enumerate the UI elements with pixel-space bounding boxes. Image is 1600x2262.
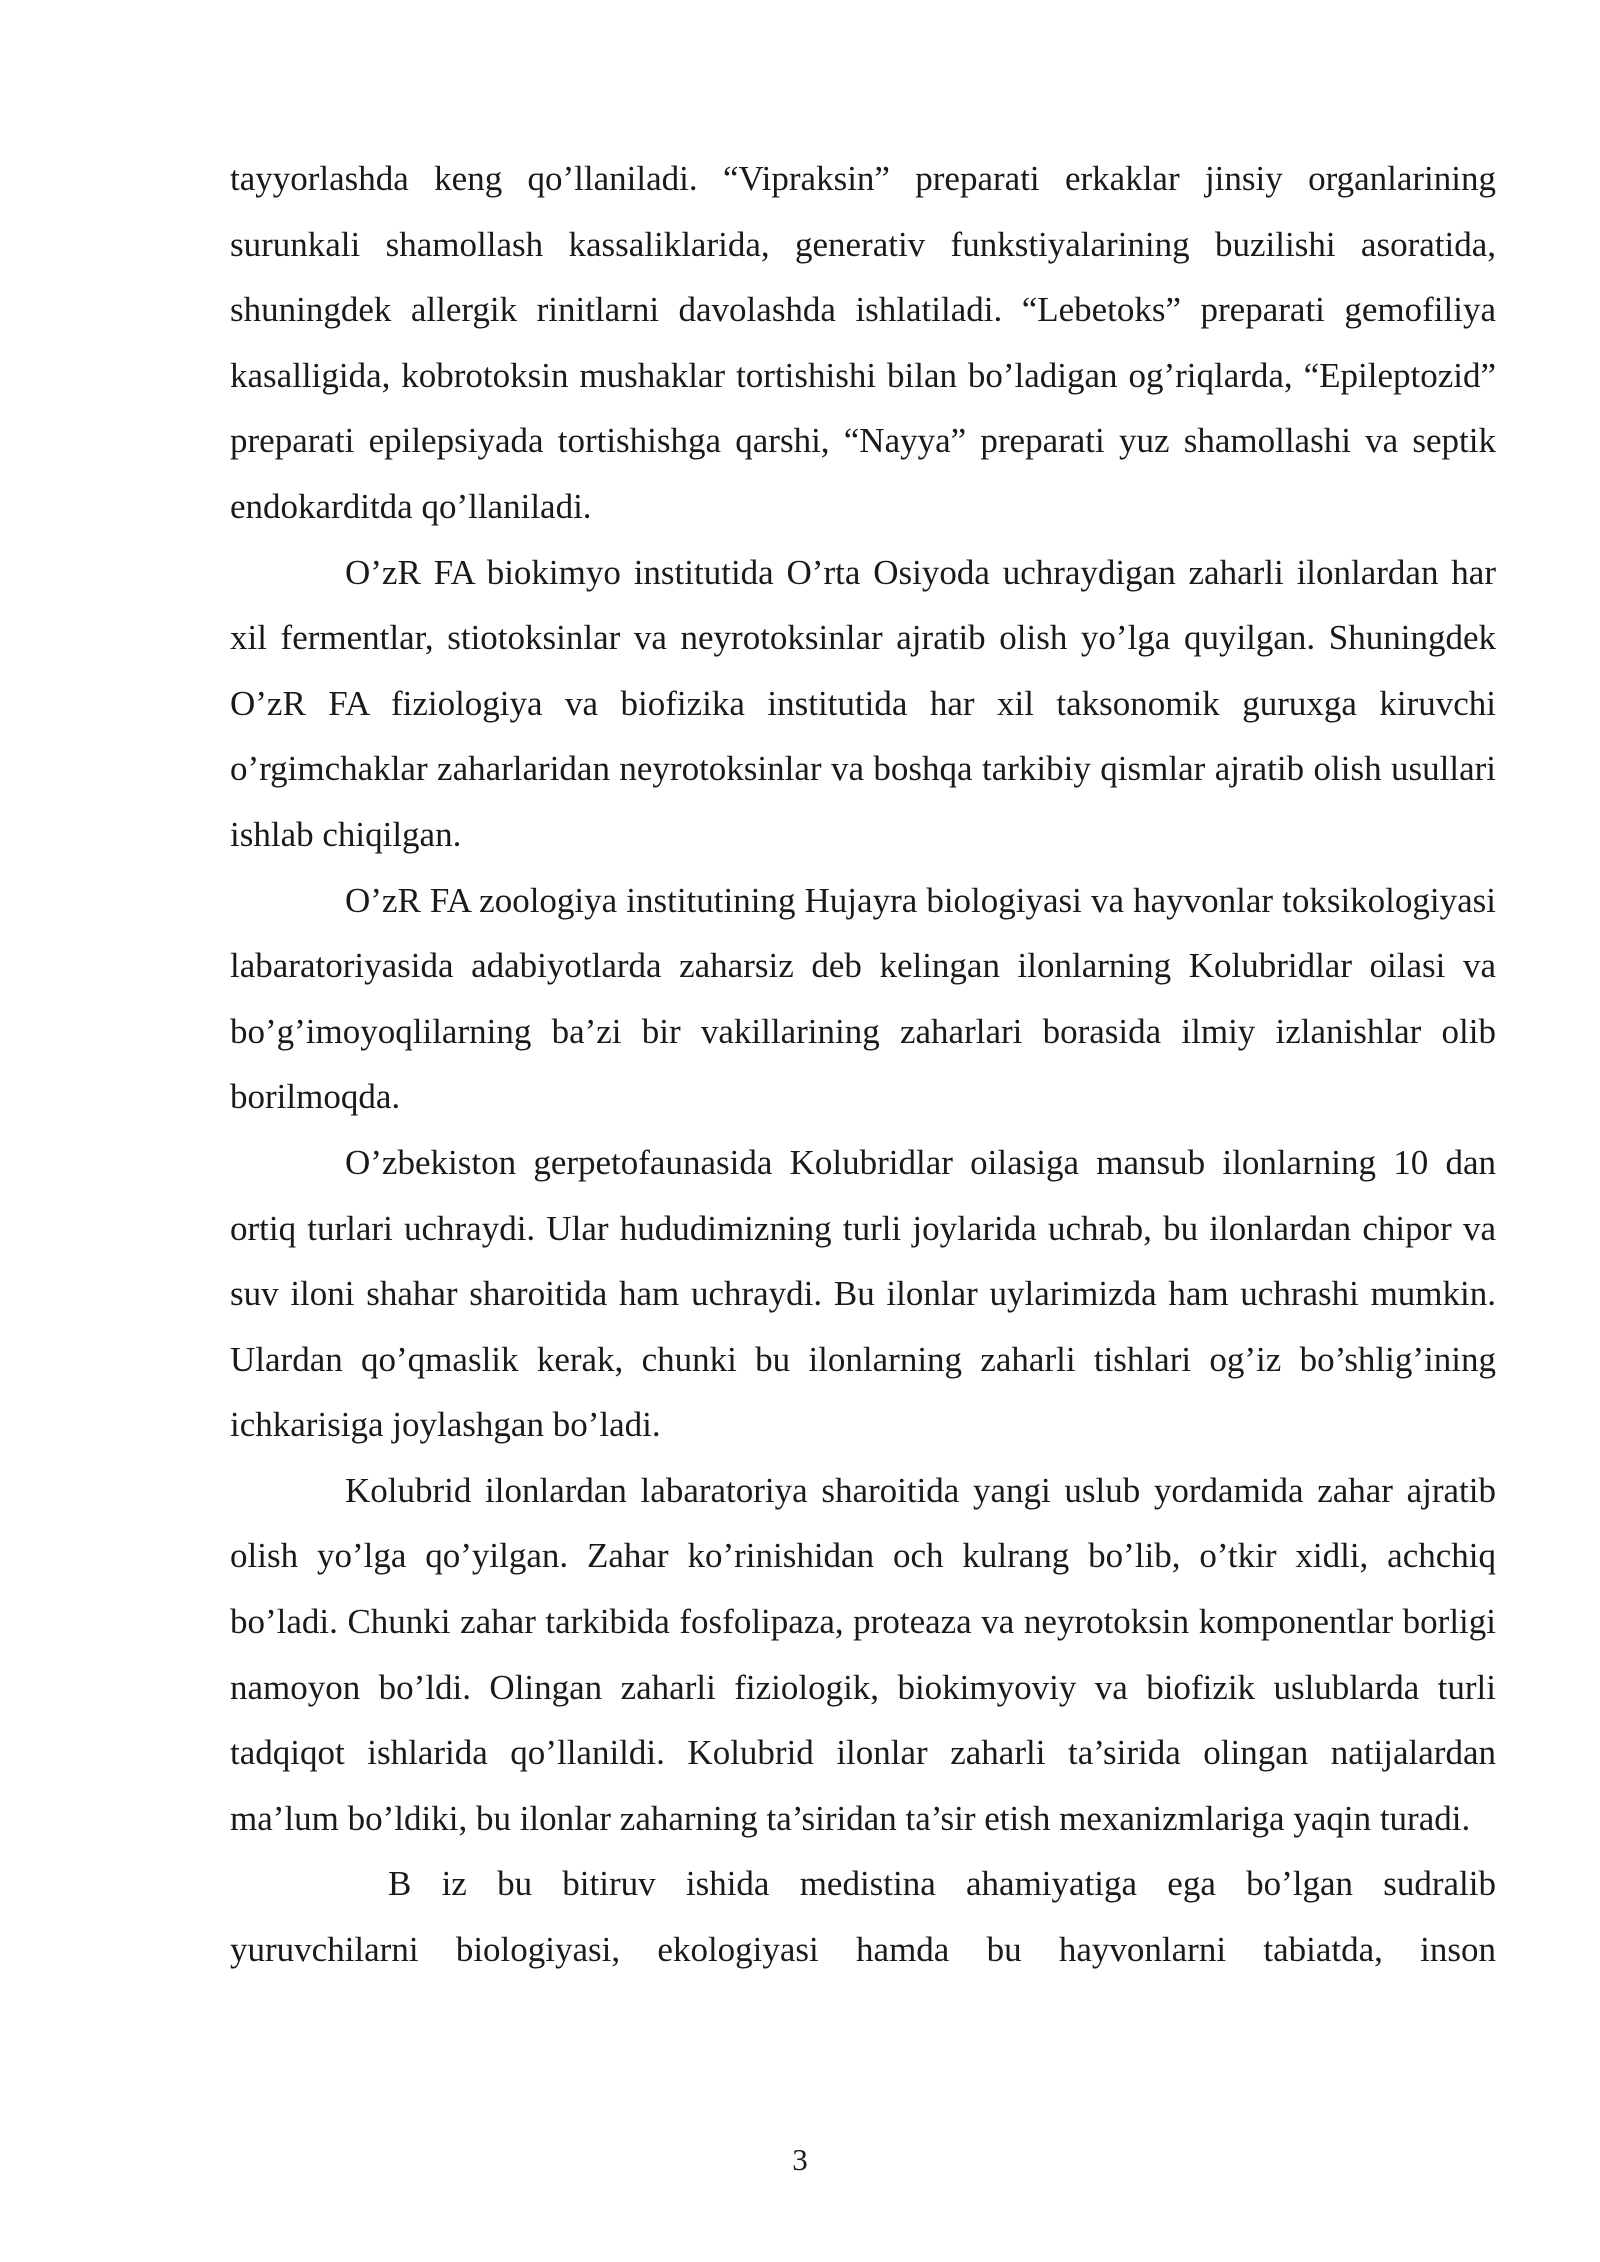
page-number: 3 [792,2142,808,2177]
paragraph-biokimyo-institute: O’zR FA biokimyo institutida O’rta Osiyoda uchraydigan zaharli ilonlardan har xil fermentlar, stiotoksinlar va neyrotoksinlar ajratib olish yo’lga quyilgan. Shuningdek O’zR FA fiziologiya va biofizika institutida har xil taksonomik guruxga kiruvchi o’rgimchaklar zaharlaridan neyrotoksinlar va boshqa tarkibiy qismlar ajratib olish usullari ishlab chiqilgan. [230,552,1496,854]
paragraph-gerpetofauna: O’zbekiston gerpetofaunasida Kolubridlar oilasiga mansub ilonlarning 10 dan ortiq turlari uchraydi. Ular hududimizning turli joylarida uchrab, bu ilonlardan chipor va suv iloni shahar sharoitida ham uchraydi. Bu ilonlar uylarimizda ham uchrashi mumkin. Ulardan qo’qmaslik kerak, chunki bu ilonlarning zaharli tishlari og’iz bo’shlig’ining ichkarisiga joylashgan bo’ladi. [230,1142,1496,1445]
body-text [230,146,1496,1983]
paragraph-continuation: tayyorlashda keng qo’llaniladi. “Vipraksin” preparati erkaklar jinsiy organlarining surunkali shamollash kassaliklarida, generativ funkstiyalarining buzilishi asoratida, shuningdek allergik rinitlarni davolashda ishlatiladi. “Lebetoks” preparati gemofiliya kasalligida, kobrotoksin mushaklar tortishishi bilan bo’ladigan og’riqlarda, “Epileptozid” preparati epilepsiyada tortishishga qarshi, “Nayya” preparati yuz shamollashi va septik endokarditda qo’llaniladi. [230,159,1496,526]
paragraph-zoologiya-institute: O’zR FA zoologiya institutining Hujayra biologiyasi va hayvonlar toksikologiyasi labaratoriyasida adabiyotlarda zaharsiz deb kelingan ilonlarning Kolubridlar oilasi va bo’g’imoyoqlilarning ba’zi bir vakillarining zaharlari borasida ilmiy izlanishlar olib borilmoqda. [230,880,1496,1117]
paragraph-kolubrid-venom: Kolubrid ilonlardan labaratoriya sharoitida yangi uslub yordamida zahar ajratib olish yo’lga qo’yilgan. Zahar ko’rinishidan och kulrang bo’lib, o’tkir xidli, achchiq bo’ladi. Chunki zahar tarkibida fosfolipaza, proteaza va neyrotoksin komponentlar borligi namoyon bo’ldi. Olingan zaharli fiziologik, biokimyoviy va biofizik uslublarda turli tadqiqot ishlarida qo’llanildi. Kolubrid ilonlar zaharli ta’sirida olingan natijalardan ma’lum bo’ldiki, bu ilonlar zaharning ta’siridan ta’sir etish mexanizmlariga yaqin turadi. [230,1470,1496,1838]
paragraph-thesis-intro: B iz bu bitiruv ishida medistina ahamiyatiga ega bo’lgan sudralib yuruvchilarni biologiyasi, ekologiyasi hamda bu hayvonlarni tabiatda, inson [230,1864,1496,1970]
